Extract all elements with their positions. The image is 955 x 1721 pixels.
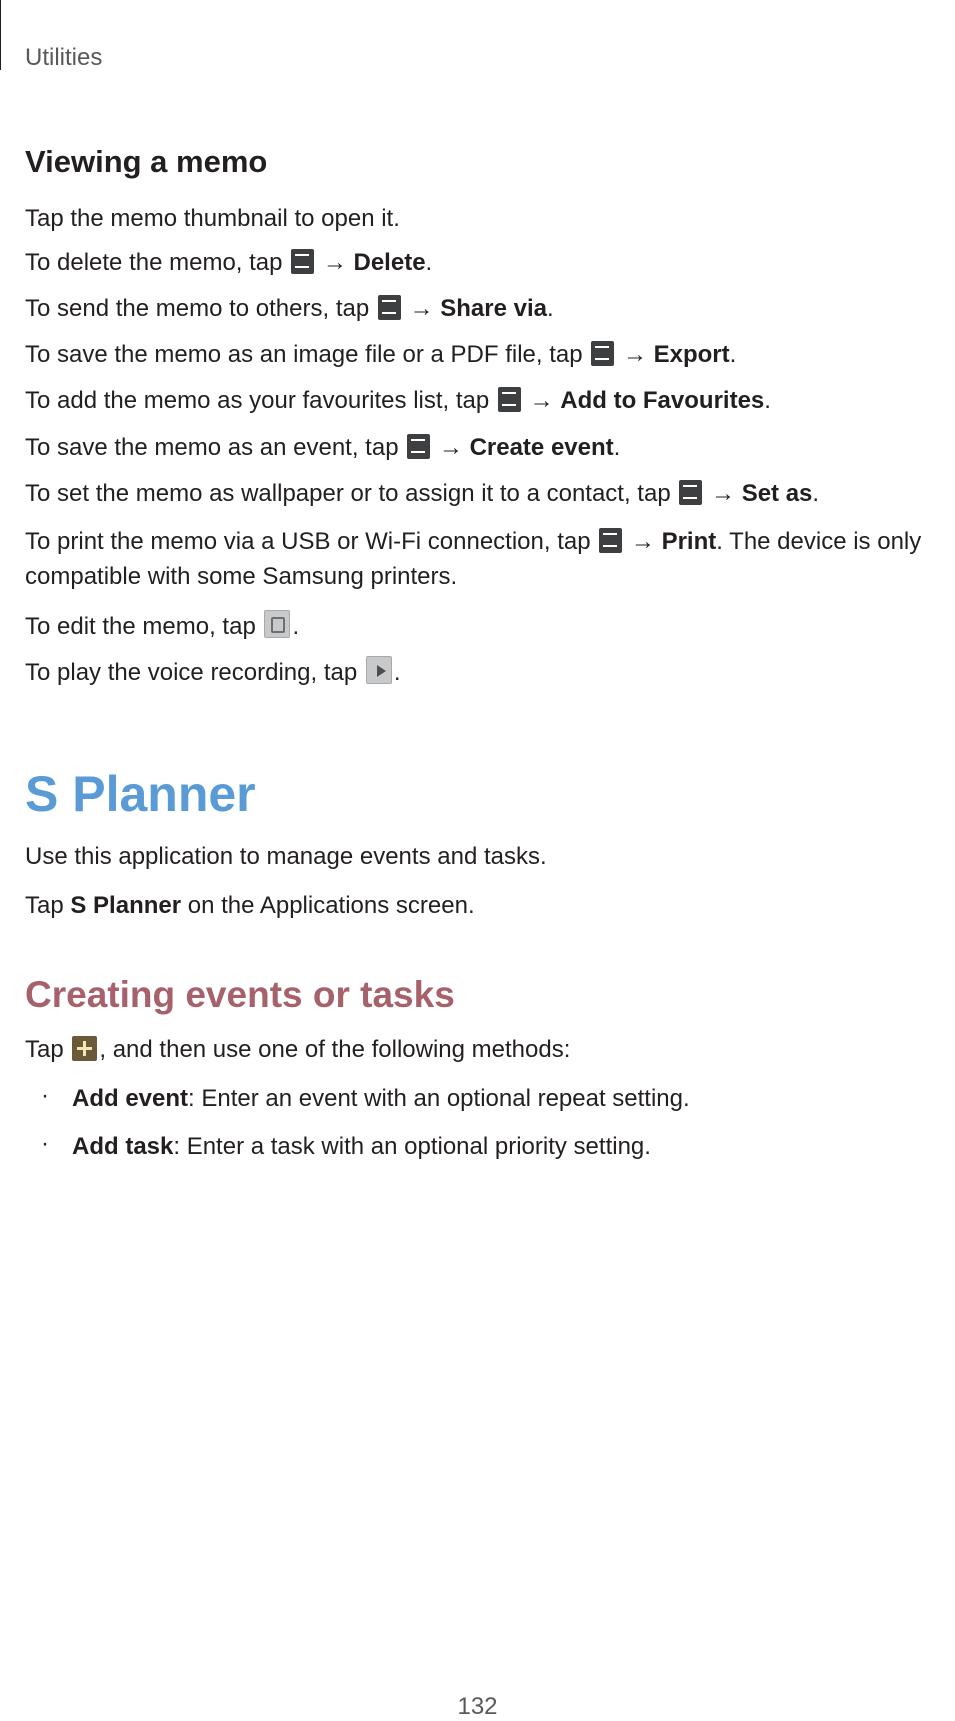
arrow: → <box>622 341 647 368</box>
text: : Enter a task with an optional priority setting. <box>173 1133 651 1160</box>
text: To delete the memo, tap <box>25 249 283 276</box>
arrow: → <box>529 387 554 414</box>
text: To print the memo via a USB or Wi-Fi connection, tap <box>25 528 591 555</box>
menu-icon <box>407 434 430 459</box>
menu-icon <box>498 387 521 412</box>
paragraph-open-app <box>25 889 475 923</box>
text: To save the memo as an image file or a PDF file, tap <box>25 341 583 368</box>
text: To set the memo as wallpaper or to assign it to a contact, tap <box>25 480 671 507</box>
text: . <box>292 613 300 640</box>
list-item-add-event <box>72 1082 690 1116</box>
paragraph-play <box>25 656 401 690</box>
option-label: Set as <box>741 480 813 507</box>
bullet-marker: · <box>41 1130 49 1157</box>
paragraph-tap-add <box>25 1033 570 1067</box>
menu-icon <box>291 249 314 274</box>
paragraph-favourites <box>25 384 771 418</box>
running-head: Utilities <box>25 44 103 71</box>
list-item-add-task <box>72 1130 651 1164</box>
option-label: Delete <box>353 249 426 276</box>
text: To send the memo to others, tap <box>25 295 370 322</box>
paragraph-share <box>25 292 554 326</box>
paragraph-export <box>25 338 736 372</box>
text: . <box>546 295 554 322</box>
add-icon <box>72 1036 97 1061</box>
text: To add the memo as your favourites list, tap <box>25 387 490 414</box>
text: , and then use one of the following methods: <box>99 1036 571 1063</box>
text: . The device is only compatible with some Samsung printers. <box>25 528 922 590</box>
option-label: Export <box>653 341 730 368</box>
bullet-marker: · <box>41 1082 49 1109</box>
text: : Enter an event with an optional repeat setting. <box>188 1085 690 1112</box>
paragraph-open-memo: Tap the memo thumbnail to open it. <box>25 205 400 232</box>
text: on the Applications screen. <box>187 892 475 919</box>
page-number: 132 <box>457 1693 498 1720</box>
text: . <box>729 341 737 368</box>
menu-icon <box>591 341 614 366</box>
text: . <box>764 387 771 414</box>
edit-icon <box>264 610 290 638</box>
text: . <box>393 659 401 686</box>
arrow: → <box>711 480 736 507</box>
arrow: → <box>438 434 463 461</box>
section-title-creating: Creating events or tasks <box>25 974 455 1015</box>
option-label: Add event <box>72 1085 189 1112</box>
option-label: Print <box>661 528 717 555</box>
paragraph-print <box>25 524 940 594</box>
paragraph-intro: Use this application to manage events and tasks. <box>25 843 547 870</box>
menu-icon <box>679 480 702 505</box>
menu-icon <box>599 528 622 553</box>
paragraph-edit <box>25 610 299 644</box>
paragraph-set-as <box>25 477 819 511</box>
text: To save the memo as an event, tap <box>25 434 399 461</box>
text: To play the voice recording, tap <box>25 659 358 686</box>
option-label: Create event <box>469 434 614 461</box>
text: . <box>613 434 621 461</box>
text: Tap <box>25 892 64 919</box>
margin-rule <box>0 0 1 70</box>
text: . <box>425 249 433 276</box>
paragraph-create-event <box>25 431 620 465</box>
arrow: → <box>322 249 347 276</box>
paragraph-delete <box>25 246 432 280</box>
option-label: Share via <box>440 295 547 322</box>
option-label: Add to Favourites <box>560 387 765 414</box>
text: . <box>812 480 820 507</box>
arrow: → <box>409 295 434 322</box>
chapter-title-s-planner: S Planner <box>25 766 256 822</box>
text: Tap <box>25 1036 64 1063</box>
play-icon <box>366 656 392 684</box>
section-title-viewing-memo: Viewing a memo <box>25 144 268 179</box>
menu-icon <box>378 295 401 320</box>
text: To edit the memo, tap <box>25 613 256 640</box>
option-label: Add task <box>72 1133 174 1160</box>
app-name: S Planner <box>70 892 182 919</box>
arrow: → <box>630 528 655 555</box>
